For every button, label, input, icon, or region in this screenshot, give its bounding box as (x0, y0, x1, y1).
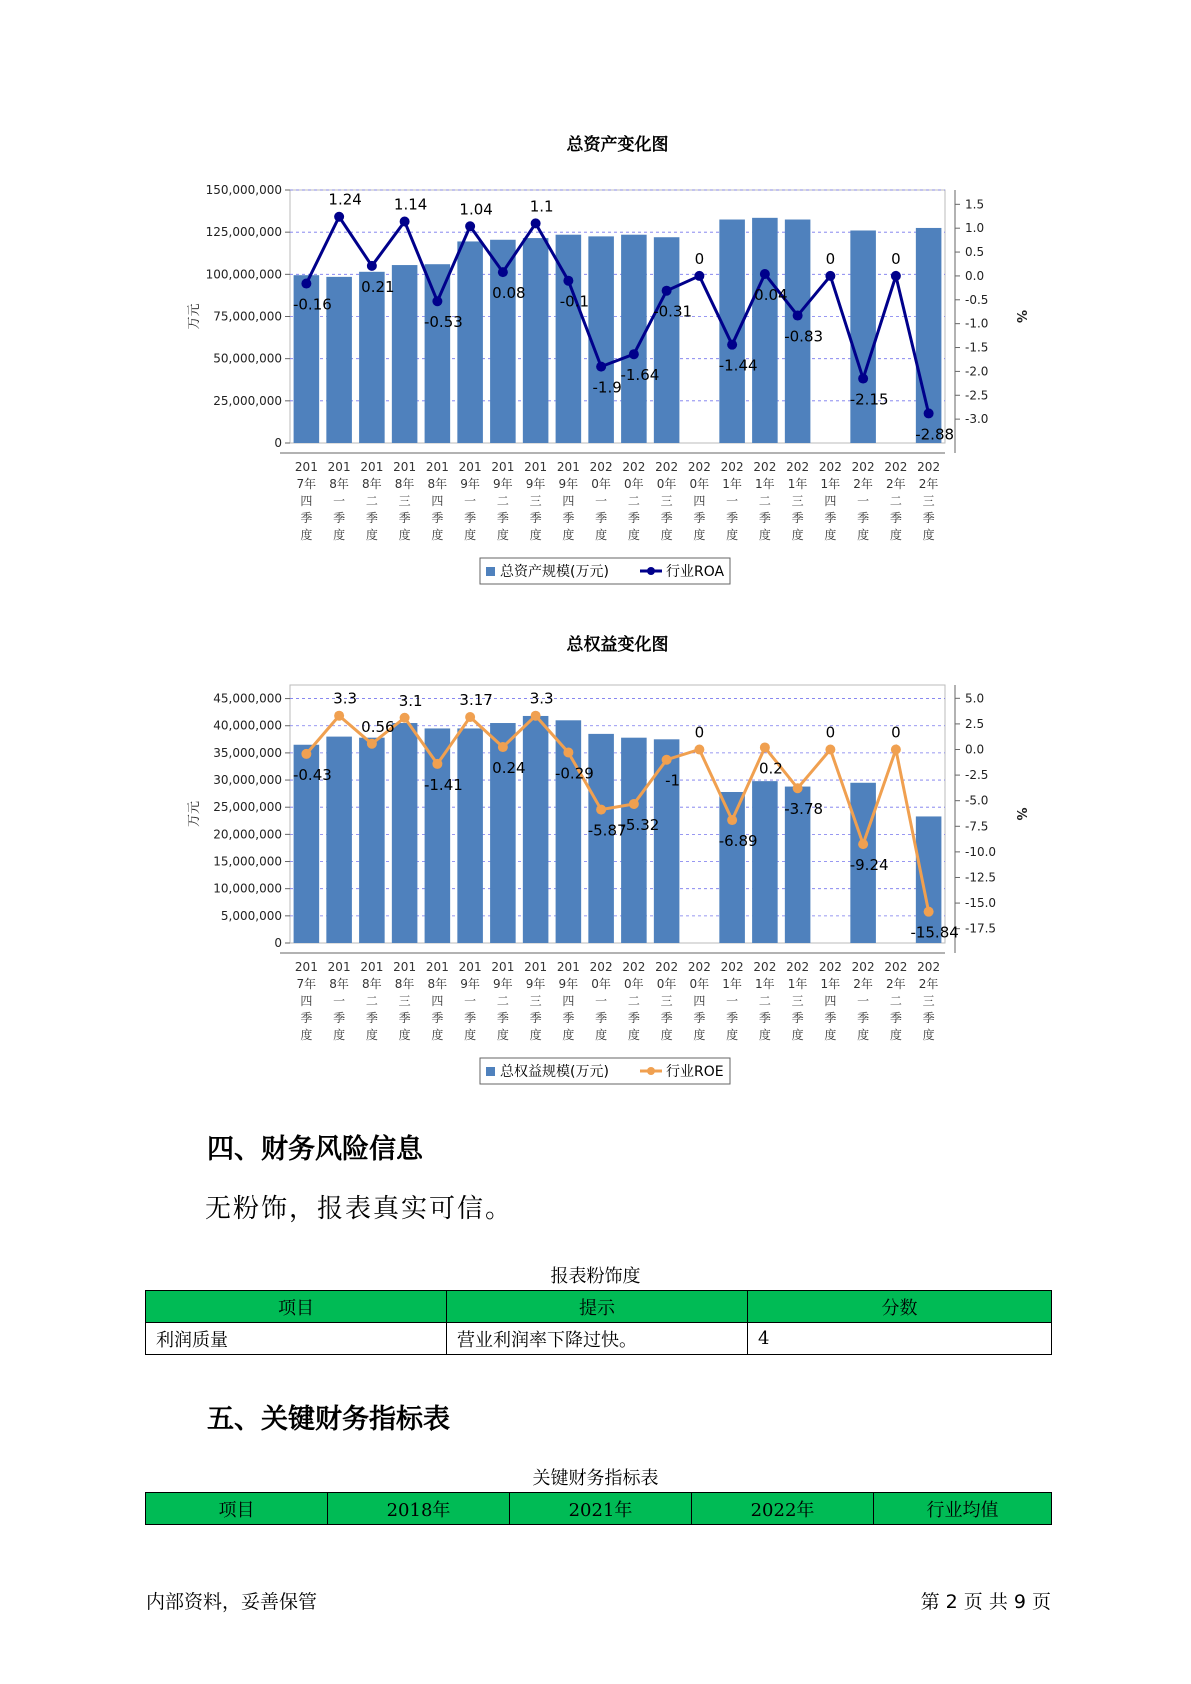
category-label: 201 9年四季度 (556, 960, 580, 1042)
indicators-table (145, 1492, 1052, 1525)
category-label: 201 8年三季度 (393, 960, 417, 1042)
left-axis-label: 万元 (187, 303, 202, 330)
right-axis-label: % (1013, 807, 1028, 821)
data-label: 0.2 (758, 759, 783, 778)
category-label: 201 9年四季度 (556, 460, 580, 542)
data-label: 0.21 (361, 277, 395, 296)
table-row (146, 1323, 1052, 1355)
category-label: 202 2年一季度 (851, 460, 875, 542)
line-point (891, 745, 901, 755)
line-point (531, 218, 541, 228)
right-axis-tick-label: 0.0 (965, 268, 985, 283)
data-label: -2.15 (849, 390, 889, 409)
line-point (924, 907, 934, 917)
line-point (531, 711, 541, 721)
bar (719, 792, 745, 943)
data-label: 0 (825, 249, 836, 268)
right-axis-tick-label: -2.0 (965, 364, 989, 379)
whitewash-table-caption: 报表粉饰度 (550, 1266, 641, 1287)
bar (457, 728, 483, 943)
line-point (400, 217, 410, 227)
data-label: 1.24 (328, 190, 362, 209)
legend-line-label: 行业ROA (666, 564, 725, 580)
line-point (367, 739, 377, 749)
category-label: 202 1年二季度 (753, 960, 777, 1042)
line-point (793, 783, 803, 793)
bar (523, 716, 549, 943)
data-label: -1 (665, 771, 681, 790)
line-point (694, 745, 704, 755)
left-axis-tick-label: 45,000,000 (213, 691, 282, 706)
bar (359, 272, 385, 443)
legend-line-marker (647, 1067, 655, 1075)
category-label: 202 1年一季度 (720, 960, 744, 1042)
category-label: 201 8年一季度 (327, 960, 351, 1042)
category-label: 202 1年一季度 (720, 460, 744, 542)
data-label: -1.64 (620, 366, 660, 385)
data-label: -6.89 (718, 832, 758, 851)
left-axis-tick-label: 20,000,000 (213, 827, 282, 842)
right-axis-tick-label: 0.5 (965, 245, 985, 260)
data-label: -0.31 (653, 302, 693, 321)
category-label: 202 2年三季度 (917, 960, 941, 1042)
table-header-row (146, 1291, 1052, 1323)
table-header-cell: 分数 (748, 1291, 1052, 1323)
line-point (924, 408, 934, 418)
line-point (793, 311, 803, 321)
bar (457, 241, 483, 443)
data-label: 0 (891, 249, 901, 268)
legend-line-marker (647, 567, 655, 575)
legend-bar-label: 总权益规模(万元) (500, 1064, 609, 1080)
line-point (498, 742, 508, 752)
data-label: 0.56 (361, 717, 395, 736)
table-header-cell: 项目 (146, 1493, 328, 1525)
line-point (563, 276, 573, 286)
line-point (662, 286, 672, 296)
data-label: 0.24 (492, 759, 526, 778)
right-axis-tick-label: -5.0 (965, 793, 989, 808)
line-point (301, 749, 311, 759)
line-point (760, 742, 770, 752)
category-label: 201 9年三季度 (524, 460, 548, 542)
table-header-cell: 2022年 (692, 1493, 874, 1525)
category-label: 202 1年三季度 (786, 460, 810, 542)
right-axis-tick-label: 2.5 (965, 716, 985, 731)
chart-title: 总权益变化图 (566, 635, 669, 655)
category-label: 201 9年一季度 (458, 960, 482, 1042)
right-axis-tick-label: -1.5 (965, 340, 989, 355)
data-label: 3.1 (398, 691, 423, 710)
bar (752, 218, 778, 443)
category-label: 202 1年三季度 (786, 960, 810, 1042)
category-label: 202 0年四季度 (687, 460, 711, 542)
line-point (694, 271, 704, 281)
category-label: 202 1年四季度 (818, 960, 842, 1042)
section5-heading: 五、关键财务指标表 (207, 1404, 450, 1435)
category-label: 201 9年三季度 (524, 960, 548, 1042)
left-axis-tick-label: 75,000,000 (213, 309, 282, 324)
bar (359, 738, 385, 943)
data-label: 0.08 (492, 284, 526, 303)
table-header-cell: 项目 (146, 1291, 447, 1323)
table-cell: 利润质量 (146, 1323, 447, 1355)
line-point (400, 713, 410, 723)
data-label: -1.44 (718, 356, 758, 375)
bar (392, 265, 418, 443)
total-assets-chart-svg (0, 130, 1191, 590)
category-label: 202 0年二季度 (622, 960, 646, 1042)
right-axis-tick-label: 1.5 (965, 197, 985, 212)
data-label: -1.41 (423, 775, 463, 794)
right-axis-tick-label: 1.0 (965, 221, 985, 236)
left-axis-tick-label: 40,000,000 (213, 718, 282, 733)
footer-page-number: 第 2 页 共 9 页 (920, 1591, 1051, 1613)
data-label: 1.1 (529, 197, 554, 216)
data-label: 1.14 (393, 195, 428, 214)
category-label: 202 0年一季度 (589, 960, 613, 1042)
data-label: -5.32 (620, 815, 660, 834)
category-label: 202 2年一季度 (851, 960, 875, 1042)
right-axis-tick-label: -3.0 (965, 412, 989, 427)
category-label: 202 2年三季度 (917, 460, 941, 542)
line-point (367, 261, 377, 271)
category-label: 202 0年三季度 (655, 960, 679, 1042)
data-label: 0 (891, 723, 901, 742)
category-label: 202 0年四季度 (687, 960, 711, 1042)
line-point (760, 269, 770, 279)
category-label: 201 7年四季度 (294, 460, 318, 542)
line-point (334, 212, 344, 222)
left-axis-tick-label: 10,000,000 (213, 881, 282, 896)
table-cell: 营业利润率下降过快。 (447, 1323, 748, 1355)
table-header-cell: 2021年 (510, 1493, 692, 1525)
table-header-cell: 行业均值 (874, 1493, 1052, 1525)
category-label: 202 1年二季度 (753, 460, 777, 542)
data-label: 3.3 (333, 689, 358, 708)
legend-bar-swatch (486, 1067, 495, 1076)
table-header-cell: 提示 (447, 1291, 748, 1323)
category-label: 201 8年三季度 (393, 460, 417, 542)
risk-paragraph: 无粉饰，报表真实可信。 (205, 1194, 514, 1224)
data-label: 3.17 (459, 691, 493, 710)
category-label: 202 0年二季度 (622, 460, 646, 542)
data-label: -5.87 (587, 821, 627, 840)
bar (392, 723, 418, 943)
right-axis-tick-label: -1.0 (965, 316, 989, 331)
left-axis-tick-label: 35,000,000 (213, 745, 282, 760)
line-point (727, 815, 737, 825)
bar (752, 781, 778, 943)
line-point (727, 340, 737, 350)
bar (621, 738, 647, 943)
bar (523, 238, 549, 443)
left-axis-label: 万元 (187, 800, 202, 828)
data-label: -1.9 (592, 378, 622, 397)
legend-bar-swatch (486, 567, 495, 576)
category-label: 202 0年一季度 (589, 460, 613, 542)
data-label: 1.04 (459, 200, 493, 219)
data-label: -0.29 (554, 764, 594, 783)
left-axis-tick-label: 25,000,000 (213, 800, 282, 815)
category-label: 202 2年二季度 (884, 960, 908, 1042)
category-label: 201 9年一季度 (458, 460, 482, 542)
left-axis-tick-label: 15,000,000 (213, 854, 282, 869)
line-point (465, 712, 475, 722)
left-axis-tick-label: 50,000,000 (213, 351, 282, 366)
line-point (301, 279, 311, 289)
line-point (629, 349, 639, 359)
line-point (334, 711, 344, 721)
right-axis-tick-label: -2.5 (965, 768, 989, 783)
footer-confidential: 内部资料，妥善保管 (146, 1591, 318, 1613)
line-point (825, 271, 835, 281)
left-axis-tick-label: 30,000,000 (213, 773, 282, 788)
category-label: 201 9年二季度 (491, 960, 515, 1042)
data-label: 3.3 (529, 689, 554, 708)
data-label: -0.53 (423, 313, 463, 332)
data-label: 0 (694, 723, 705, 742)
left-axis-tick-label: 125,000,000 (205, 225, 282, 240)
data-label: -15.84 (910, 923, 959, 942)
category-label: 201 8年四季度 (425, 960, 449, 1042)
category-label: 202 1年四季度 (818, 460, 842, 542)
data-label: 0.04 (754, 286, 788, 305)
legend-bar-label: 总资产规模(万元) (500, 564, 609, 580)
left-axis-tick-label: 100,000,000 (205, 267, 282, 282)
data-label: 0 (694, 249, 705, 268)
legend-line-label: 行业ROE (666, 1064, 724, 1080)
bar (719, 220, 745, 443)
line-point (858, 374, 868, 384)
right-axis-tick-label: -7.5 (965, 819, 989, 834)
data-label: -3.78 (784, 800, 824, 819)
indicators-table-caption: 关键财务指标表 (532, 1468, 659, 1489)
line-point (563, 747, 573, 757)
data-label: -0.16 (292, 295, 332, 314)
table-header-row (146, 1493, 1052, 1525)
category-label: 201 7年四季度 (294, 960, 318, 1042)
data-label: -0.43 (292, 765, 332, 784)
left-axis-tick-label: 150,000,000 (205, 183, 282, 197)
data-label: -0.1 (559, 292, 590, 311)
category-label: 201 8年一季度 (327, 460, 351, 542)
total-equity-chart (0, 630, 1191, 1090)
data-label: 0 (825, 723, 836, 742)
whitewash-table (145, 1290, 1052, 1355)
left-axis-tick-label: 5,000,000 (220, 908, 282, 923)
chart-title: 总资产变化图 (566, 135, 669, 155)
right-axis-tick-label: -2.5 (965, 388, 989, 403)
category-label: 201 9年二季度 (491, 460, 515, 542)
line-point (596, 805, 606, 815)
total-assets-chart (0, 130, 1191, 590)
right-axis-tick-label: 5.0 (965, 691, 985, 706)
table-cell: 4 (748, 1323, 1052, 1355)
bar (850, 230, 876, 443)
left-axis-tick-label: 0 (274, 436, 282, 450)
right-axis-tick-label: -0.5 (965, 292, 989, 307)
data-label: -0.83 (784, 327, 824, 346)
category-label: 202 2年二季度 (884, 460, 908, 542)
right-axis-tick-label: 0.0 (965, 742, 985, 757)
line-point (596, 362, 606, 372)
left-axis-tick-label: 0 (274, 936, 282, 950)
category-label: 201 8年二季度 (360, 460, 384, 542)
category-label: 201 8年二季度 (360, 960, 384, 1042)
category-label: 201 8年四季度 (425, 460, 449, 542)
right-axis-tick-label: -17.5 (965, 921, 997, 936)
data-label: -9.24 (849, 856, 889, 875)
table-header-cell: 2018年 (328, 1493, 510, 1525)
line-point (432, 759, 442, 769)
line-point (662, 755, 672, 765)
line-point (825, 745, 835, 755)
right-axis-label: % (1013, 309, 1028, 324)
line-point (432, 296, 442, 306)
bar (425, 264, 451, 443)
right-axis-tick-label: -15.0 (965, 896, 997, 911)
bar (490, 723, 516, 943)
left-axis-tick-label: 25,000,000 (213, 393, 282, 408)
line-point (465, 221, 475, 231)
line-point (498, 267, 508, 277)
right-axis-tick-label: -10.0 (965, 844, 997, 859)
total-equity-chart-svg (0, 630, 1191, 1090)
data-label: -2.88 (915, 425, 955, 444)
bar (654, 237, 680, 443)
line-point (891, 271, 901, 281)
line-point (629, 799, 639, 809)
right-axis-tick-label: -12.5 (965, 870, 997, 885)
line-point (858, 839, 868, 849)
category-label: 202 0年三季度 (655, 460, 679, 542)
section4-heading: 四、财务风险信息 (207, 1134, 423, 1165)
